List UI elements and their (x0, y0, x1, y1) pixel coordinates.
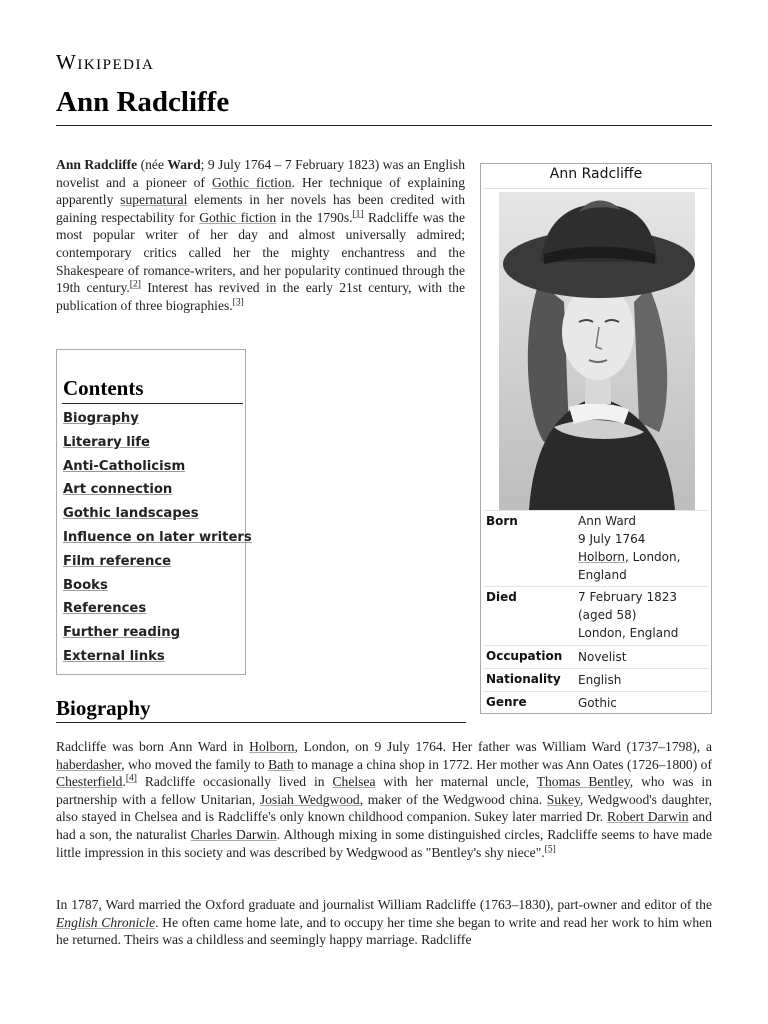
link-english-chronicle[interactable]: English Chronicle (56, 914, 156, 930)
toc-link-biography[interactable]: Biography (63, 411, 139, 426)
infobox-value-occupation: Novelist (578, 650, 627, 664)
infobox-value-genre: Gothic (578, 696, 617, 710)
text-span: (née (137, 157, 168, 172)
infobox-title: Ann Radcliffe (549, 166, 643, 182)
text-span: , London, (625, 550, 681, 564)
text-span: Radcliffe was born Ann Ward in (56, 739, 250, 754)
text-span: In 1787, Ward married the Oxford graduate and journalist William Radcliffe (1763–1830), part-owner and editor of the (56, 897, 712, 912)
link-holborn-infobox[interactable]: Holborn (578, 550, 625, 564)
section-divider (56, 722, 466, 723)
died-place: London, England (578, 626, 679, 640)
born-country: England (578, 568, 627, 582)
toc-link-books[interactable]: Books (63, 577, 108, 593)
toc-item (63, 434, 252, 458)
infobox (480, 163, 712, 714)
table-of-contents (56, 349, 252, 675)
citation-1[interactable]: [1] (352, 209, 364, 220)
toc-link-external-links[interactable]: External links (63, 648, 165, 664)
toc-link-further-reading[interactable]: Further reading (63, 625, 181, 641)
text-span: and had a son, the naturalist (56, 809, 713, 842)
toc-item (63, 410, 252, 434)
infobox-row-divider (483, 691, 709, 692)
toc-link-anti-catholicism[interactable]: Anti-Catholicism (63, 458, 186, 474)
link-thomas-bentley[interactable]: Thomas Bentley (536, 774, 630, 790)
infobox-label-died: Died (486, 590, 517, 604)
text-span: . He often came home late, and to occupy her time she began to write and read her work to him when he returned. Theirs was a childless and seemingly happy marriage. Radcliffe (56, 914, 712, 948)
section-heading-biography: Biography (56, 696, 151, 720)
infobox-label-genre: Genre (486, 695, 527, 709)
link-josiah-wedgwood[interactable]: Josiah Wedgwood (259, 791, 360, 807)
born-date: 9 July 1764 (578, 532, 646, 546)
text-span: elements in her novels has been credited with gaining respectability for (56, 192, 465, 225)
toc-list (63, 410, 252, 672)
text-span: . (122, 774, 126, 790)
infobox-label-occupation: Occupation (486, 649, 563, 663)
toc-title: Contents (63, 376, 144, 400)
link-haberdasher[interactable]: haberdasher (56, 756, 122, 772)
toc-divider (62, 403, 243, 404)
biography-paragraph-1 (56, 738, 712, 861)
toc-link-literary-life[interactable]: Literary life (63, 434, 150, 450)
text-span: . Although mixing in some distinguished circles, Radcliffe seems to have made little impression in this society and was described by Wedgwood as "Bentley's shy niece". (56, 826, 712, 860)
toc-item (63, 529, 252, 553)
text-span: , London, on 9 July 1764. Her father was William Ward (1737–1798), a (294, 739, 712, 754)
text-span: in the 1790s. (276, 209, 353, 225)
link-sukey[interactable]: Sukey (546, 791, 580, 807)
born-name: Ann Ward (578, 514, 637, 528)
link-chesterfield[interactable]: Chesterfield (56, 774, 123, 790)
toc-link-art-connection[interactable]: Art connection (63, 482, 173, 498)
died-date: 7 February 1823 (578, 590, 677, 604)
link-charles-darwin[interactable]: Charles Darwin (190, 826, 277, 842)
toc-item (63, 600, 252, 624)
intro-paragraph (56, 156, 465, 314)
wikipedia-logo[interactable]: Wikipedia (56, 50, 155, 74)
infobox-row-divider (483, 668, 709, 669)
toc-item (63, 577, 252, 601)
infobox-row-divider (483, 510, 709, 511)
infobox-row-divider (483, 645, 709, 646)
link-chelsea[interactable]: Chelsea (332, 774, 376, 790)
toc-link-gothic-landscapes[interactable]: Gothic landscapes (63, 506, 199, 522)
died-age: (aged 58) (578, 608, 637, 622)
toc-item (63, 553, 252, 577)
text-span: . Her technique of explaining apparently (56, 174, 465, 208)
infobox-divider (483, 188, 709, 189)
text-span: with her maternal uncle, (375, 774, 537, 790)
infobox-label-born: Born (486, 514, 518, 528)
text-span: , who moved the family to (121, 756, 269, 772)
portrait-illustration (499, 192, 695, 510)
title-divider (56, 125, 712, 126)
citation-3[interactable]: [3] (232, 297, 244, 308)
subject-name: Ann Radcliffe (56, 157, 138, 172)
toc-link-influence[interactable]: Influence on later writers (63, 529, 252, 545)
infobox-label-nationality: Nationality (486, 672, 561, 686)
toc-item (63, 624, 252, 648)
text-span: Radcliffe was the most popular writer of her day and almost universally admired; contemporary critics called her the mighty enchantress and the Shakespeare of romance-writers, and her popularity continued through the 19th century. (56, 209, 465, 296)
page-title: Ann Radcliffe (56, 86, 230, 118)
text-span: , Wedgwood's daughter, also stayed in Chelsea and is Radcliffe's only known childhood companion. Sukey later married Dr. (56, 791, 712, 825)
link-bath[interactable]: Bath (268, 756, 294, 772)
born-place (578, 548, 680, 566)
link-robert-darwin[interactable]: Robert Darwin (606, 809, 689, 825)
citation-2[interactable]: [2] (129, 279, 141, 290)
link-gothic-fiction[interactable]: Gothic fiction (211, 174, 292, 190)
infobox-value-died (578, 588, 678, 642)
toc-item (63, 648, 252, 672)
biography-paragraph-2 (56, 896, 712, 949)
toc-item (63, 505, 252, 529)
text-span: , who was in partnership with a fellow Unitarian, (56, 774, 712, 807)
text-span: Radcliffe occasionally lived in (136, 774, 333, 790)
link-gothic-fiction-2[interactable]: Gothic fiction (199, 209, 277, 225)
toc-item (63, 458, 252, 482)
portrait-image[interactable] (499, 192, 695, 510)
infobox-value-born (578, 512, 680, 584)
link-holborn[interactable]: Holborn (249, 739, 295, 754)
link-supernatural[interactable]: supernatural (120, 192, 188, 208)
toc-link-references[interactable]: References (63, 601, 147, 617)
citation-5[interactable]: [5] (544, 844, 556, 855)
birth-name: Ward (167, 157, 201, 172)
infobox-value-nationality: English (578, 673, 622, 687)
text-span: Interest has revived in the early 21st century, with the publication of three biographies. (56, 280, 465, 313)
infobox-row-divider (483, 586, 709, 587)
toc-link-film-reference[interactable]: Film reference (63, 553, 172, 569)
text-span: to manage a china shop in 1772. Her mother was Ann Oates (1726–1800) of (293, 756, 712, 772)
citation-4[interactable]: [4] (125, 773, 137, 784)
text-span: ; 9 July 1764 – 7 February 1823) was an English novelist and a pioneer of (56, 157, 465, 190)
text-span: , maker of the Wedgwood china. (359, 791, 547, 807)
toc-item (63, 481, 252, 505)
